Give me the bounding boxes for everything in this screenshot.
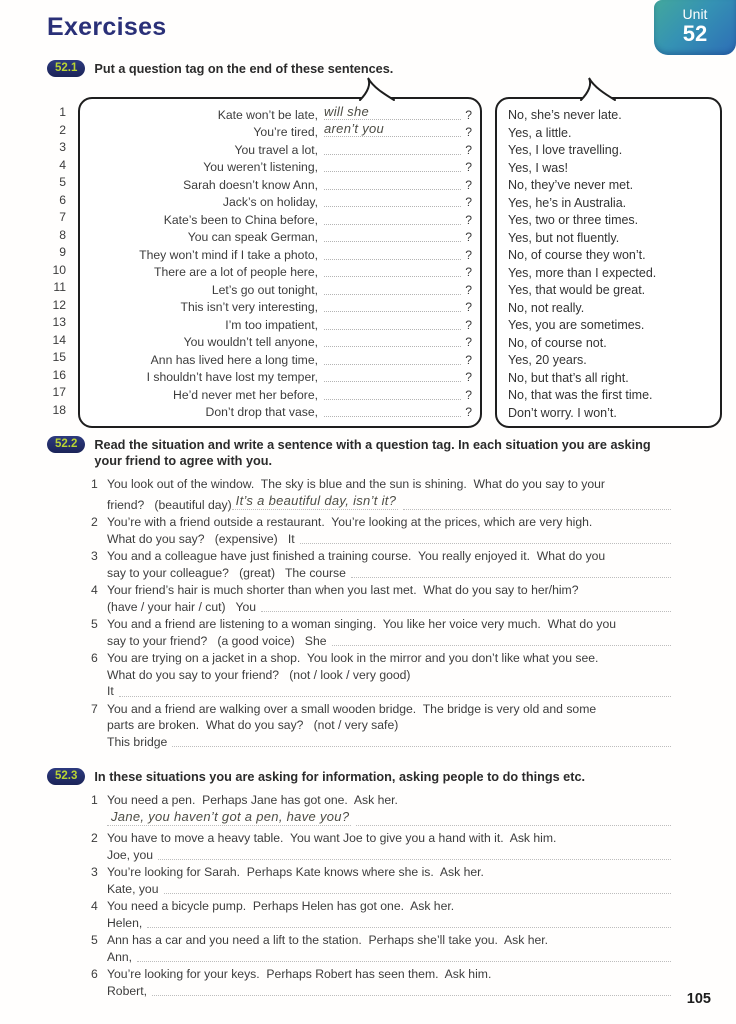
response-row: No, she’s never late. <box>508 108 622 122</box>
sentence-text: Jack’s on holiday, <box>222 195 318 209</box>
item-line <box>107 633 673 650</box>
sentence-text: Kate won’t be late, <box>217 107 318 122</box>
answer-blank <box>403 507 671 510</box>
item-line <box>107 792 673 809</box>
item-number: 1 <box>91 793 98 807</box>
exercise-522-section <box>47 436 697 751</box>
situation-text: Kate, you <box>107 881 159 896</box>
question-mark: ? <box>465 335 472 349</box>
sentence-text: I’m too impatient, <box>225 317 318 332</box>
sentence-text: You can speak German, <box>187 230 318 244</box>
answer-blank <box>351 575 671 578</box>
exercise-item <box>91 582 673 615</box>
answer-blank <box>164 891 672 894</box>
item-number: 5 <box>59 175 66 189</box>
question-mark: ? <box>465 195 472 209</box>
situation-text: Your friend’s hair is much shorter than when you last met. What do you say to her/him? <box>107 583 579 597</box>
bubble-tail-icon <box>358 77 396 101</box>
answer-blank <box>324 314 461 330</box>
situation-text: say to your colleague? (great) The course <box>107 565 346 580</box>
question-mark: ? <box>465 300 472 314</box>
answer-blank <box>324 244 461 260</box>
item-number: 17 <box>52 385 66 399</box>
response-row: Yes, he’s in Australia. <box>508 195 627 210</box>
response-row: Yes, but not fluently. <box>508 230 620 245</box>
item-line <box>107 599 673 616</box>
item-number: 3 <box>91 865 98 879</box>
instruction-line: Read the situation and write a sentence with a question tag. In each situation you are asking <box>94 438 651 452</box>
question-mark: ? <box>465 352 472 367</box>
ex1-sentences-bubble <box>78 97 482 428</box>
item-number: 12 <box>52 297 66 312</box>
item-line <box>107 809 673 830</box>
question-mark: ? <box>465 125 472 139</box>
sentence-text: Let’s go out tonight, <box>211 282 318 297</box>
item-line <box>107 983 673 1000</box>
exercise-item <box>91 932 673 965</box>
exercise-523-section <box>47 768 697 1000</box>
answer-blank <box>324 209 461 225</box>
situation-text: You’re looking for Sarah. Perhaps Kate knows where she is. Ask her. <box>107 865 484 879</box>
exercise-item <box>91 476 673 513</box>
answer-blank <box>172 744 671 747</box>
item-number: 14 <box>52 332 66 347</box>
exercise-instruction: Put a question tag on the end of these sentences. <box>94 62 394 76</box>
page-title: Exercises <box>47 13 167 41</box>
item-number: 6 <box>91 651 98 665</box>
item-line <box>107 683 673 700</box>
answer-blank <box>324 121 461 137</box>
sentence-text: He’d never met her before, <box>173 387 318 402</box>
exercise-instruction <box>94 436 650 469</box>
answer-blank <box>300 541 671 544</box>
response-row: No, of course not. <box>508 335 607 350</box>
situation-text: You’re looking for your keys. Perhaps Robert has seen them. Ask him. <box>107 967 492 981</box>
item-line <box>107 531 673 548</box>
situation-text: Ann has a car and you need a lift to the station. Perhaps she’ll take you. Ask her. <box>107 933 549 947</box>
situation-text: You need a bicycle pump. Perhaps Helen has got one. Ask her. <box>107 899 455 913</box>
exercise-item <box>91 864 673 897</box>
answer-blank <box>324 401 461 417</box>
item-number: 18 <box>52 402 66 417</box>
item-number: 8 <box>59 227 66 242</box>
sentence-text: You travel a lot, <box>234 142 318 157</box>
response-row: No, but that’s all right. <box>508 370 629 385</box>
item-line <box>107 667 673 684</box>
instruction-line: your friend to agree with you. <box>94 454 273 468</box>
question-mark: ? <box>465 282 472 297</box>
response-row: Yes, 20 years. <box>508 353 587 367</box>
handwritten-answer: It’s a beautiful day, isn’t it? <box>232 493 399 511</box>
response-row: Yes, I love travelling. <box>508 143 623 157</box>
answer-blank <box>147 925 671 928</box>
handwritten-answer: will she <box>324 103 370 119</box>
handwritten-answer: Jane, you haven’t got a pen, have you? <box>107 809 351 827</box>
sentence-row <box>84 404 472 422</box>
sentence-text: There are a lot of people here, <box>154 265 318 279</box>
item-line <box>107 915 673 932</box>
sentence-text: You wouldn’t tell anyone, <box>183 335 318 349</box>
item-number: 2 <box>59 122 66 137</box>
exercise-item <box>91 548 673 581</box>
exercise-item <box>91 650 673 700</box>
answer-blank <box>119 694 671 697</box>
answer-blank <box>324 331 461 347</box>
unit-badge <box>654 0 736 55</box>
answer-blank <box>324 296 461 312</box>
unit-badge-label: Unit <box>682 6 708 22</box>
question-mark: ? <box>465 370 472 384</box>
answer-blank <box>332 643 672 646</box>
answer-blank <box>324 191 461 207</box>
item-line <box>107 616 673 633</box>
answer-blank <box>324 279 461 295</box>
exercise-instruction <box>94 768 585 785</box>
item-line <box>107 898 673 915</box>
answer-blank <box>152 993 671 996</box>
situation-text: You’re with a friend outside a restaurant. You’re looking at the prices, which are very high. <box>107 515 593 529</box>
item-number: 1 <box>91 477 98 491</box>
sentence-text: They won’t mind if I take a photo, <box>139 247 318 262</box>
item-line <box>107 582 673 599</box>
situation-text: parts are broken. What do you say? (not / very safe) <box>107 718 399 732</box>
situation-text: You are trying on a jacket in a shop. You look in the mirror and you don’t like what you see. <box>107 651 599 665</box>
item-number: 16 <box>52 367 66 382</box>
item-number: 5 <box>91 617 98 631</box>
question-mark: ? <box>465 247 472 262</box>
situation-text: You and a friend are walking over a small wooden bridge. The bridge is very old and some <box>107 701 597 716</box>
response-row: No, they’ve never met. <box>508 178 634 192</box>
item-number: 11 <box>53 280 66 294</box>
item-line <box>107 717 673 734</box>
sentence-text: I shouldn’t have lost my temper, <box>146 370 318 384</box>
instruction-line: In these situations you are asking for information, asking people to do things etc. <box>94 770 586 784</box>
exercise-number-badge: 52.1 <box>47 60 85 77</box>
situation-text: It <box>107 684 114 698</box>
exercise-number-badge: 52.3 <box>47 768 85 785</box>
answer-blank <box>324 226 461 242</box>
answer-blank <box>324 384 461 400</box>
question-mark: ? <box>465 230 472 244</box>
exercise-523-header <box>47 768 697 785</box>
item-line <box>107 701 673 718</box>
sentence-text: Sarah doesn’t know Ann, <box>183 177 318 192</box>
response-row: Don’t worry. I won’t. <box>508 405 617 420</box>
item-number: 4 <box>91 899 98 913</box>
situation-text: You need a pen. Perhaps Jane has got one. Ask her. <box>107 793 398 807</box>
response-row: Yes, I was! <box>508 160 568 175</box>
item-line <box>107 650 673 667</box>
exercise-item <box>91 616 673 649</box>
item-number: 5 <box>91 933 98 947</box>
item-line <box>107 966 673 983</box>
situation-text: What do you say to your friend? (not / look / very good) <box>107 667 411 682</box>
item-line <box>107 734 673 751</box>
item-line <box>107 830 673 847</box>
response-row: No, not really. <box>508 300 585 315</box>
situation-text: Helen, <box>107 915 143 930</box>
situation-text: (have / your hair / cut) You <box>107 599 257 614</box>
ex1-left-rows <box>84 103 472 421</box>
situation-text: Joe, you <box>107 847 154 862</box>
exercise-521-header <box>47 60 393 77</box>
item-number: 7 <box>59 210 66 224</box>
item-number: 9 <box>59 245 66 259</box>
question-mark: ? <box>465 387 472 402</box>
item-line <box>107 847 673 864</box>
response-row: No, that was the first time. <box>508 388 653 402</box>
sentence-text: Kate’s been to China before, <box>163 212 318 227</box>
exercise-item <box>91 966 673 999</box>
ex1-right-rows <box>508 107 714 422</box>
answer-blank <box>324 139 461 155</box>
ex2-items <box>91 476 673 750</box>
question-mark: ? <box>465 265 472 279</box>
situation-text: You look out of the window. The sky is blue and the sun is shining. What do you say to your <box>107 477 605 491</box>
item-line <box>107 881 673 898</box>
item-line <box>107 864 673 881</box>
situation-text: Ann, <box>107 949 133 964</box>
sentence-text: Don’t drop that vase, <box>205 405 318 419</box>
item-number: 6 <box>91 967 98 981</box>
item-number: 2 <box>91 831 98 845</box>
situation-text: You and a friend are listening to a woman singing. You like her voice very much. What do you <box>107 617 617 631</box>
exercise-item <box>91 830 673 863</box>
exercise-item <box>91 792 673 829</box>
item-number: 4 <box>91 583 98 597</box>
sentence-text: You’re tired, <box>253 125 318 139</box>
question-mark: ? <box>465 212 472 227</box>
question-mark: ? <box>465 107 472 122</box>
exercise-number-badge: 52.2 <box>47 436 85 453</box>
situation-text: say to your friend? (a good voice) She <box>107 633 327 648</box>
question-mark: ? <box>465 142 472 157</box>
item-line <box>107 476 673 493</box>
item-line <box>107 565 673 582</box>
sentence-text: This isn’t very interesting, <box>180 300 318 314</box>
sentence-text: Ann has lived here a long time, <box>150 352 318 367</box>
situation-text: Robert, <box>107 983 147 998</box>
question-mark: ? <box>465 317 472 332</box>
exercise-item <box>91 514 673 547</box>
item-line <box>107 949 673 966</box>
ex1-number-column <box>44 104 66 419</box>
answer-blank <box>261 609 671 612</box>
exercise-item <box>91 701 673 751</box>
page-number: 105 <box>686 991 711 1007</box>
response-row: Yes, two or three times. <box>508 213 639 227</box>
response-row: Yes, a little. <box>508 125 572 140</box>
answer-blank <box>324 104 461 120</box>
item-number: 3 <box>59 140 66 154</box>
item-number: 2 <box>91 515 98 529</box>
item-line <box>107 548 673 565</box>
handwritten-answer: aren’t you <box>324 121 385 136</box>
answer-blank <box>324 156 461 172</box>
situation-text: You and a colleague have just finished a training course. You really enjoyed it. What do you <box>107 549 606 563</box>
item-number: 7 <box>91 701 98 716</box>
ex1-responses-bubble <box>495 97 722 428</box>
response-row: Yes, that would be great. <box>508 283 646 297</box>
answer-blank <box>324 261 461 277</box>
unit-badge-number: 52 <box>682 21 708 46</box>
answer-blank <box>158 857 671 860</box>
item-number: 13 <box>52 315 66 329</box>
situation-text: You have to move a heavy table. You want Joe to give you a hand with it. Ask him. <box>107 831 557 845</box>
item-number: 6 <box>59 192 66 207</box>
bubble-tail-icon <box>579 77 617 101</box>
answer-blank <box>324 349 461 365</box>
exercise-item <box>91 898 673 931</box>
item-line <box>107 514 673 531</box>
item-line <box>107 932 673 949</box>
answer-blank <box>356 823 671 826</box>
exercise-522-header <box>47 436 697 469</box>
question-mark: ? <box>465 177 472 192</box>
response-row: Yes, more than I expected. <box>508 265 657 280</box>
sentence-text: You weren’t listening, <box>203 160 318 174</box>
response-row: No, of course they won’t. <box>508 248 646 262</box>
item-number: 3 <box>91 549 98 563</box>
answer-blank <box>324 174 461 190</box>
situation-text: friend? (beautiful day) <box>107 497 232 512</box>
item-number: 1 <box>59 105 66 119</box>
situation-text: What do you say? (expensive) It <box>107 531 295 546</box>
item-line <box>107 493 673 514</box>
response-row: Yes, you are sometimes. <box>508 318 645 332</box>
item-number: 15 <box>52 350 66 364</box>
item-number: 10 <box>52 262 66 277</box>
item-number: 4 <box>59 157 66 172</box>
question-mark: ? <box>465 405 472 419</box>
question-mark: ? <box>465 160 472 174</box>
ex3-items <box>91 792 673 999</box>
answer-blank <box>324 366 461 382</box>
answer-blank <box>137 959 671 962</box>
situation-text: This bridge <box>107 734 168 749</box>
